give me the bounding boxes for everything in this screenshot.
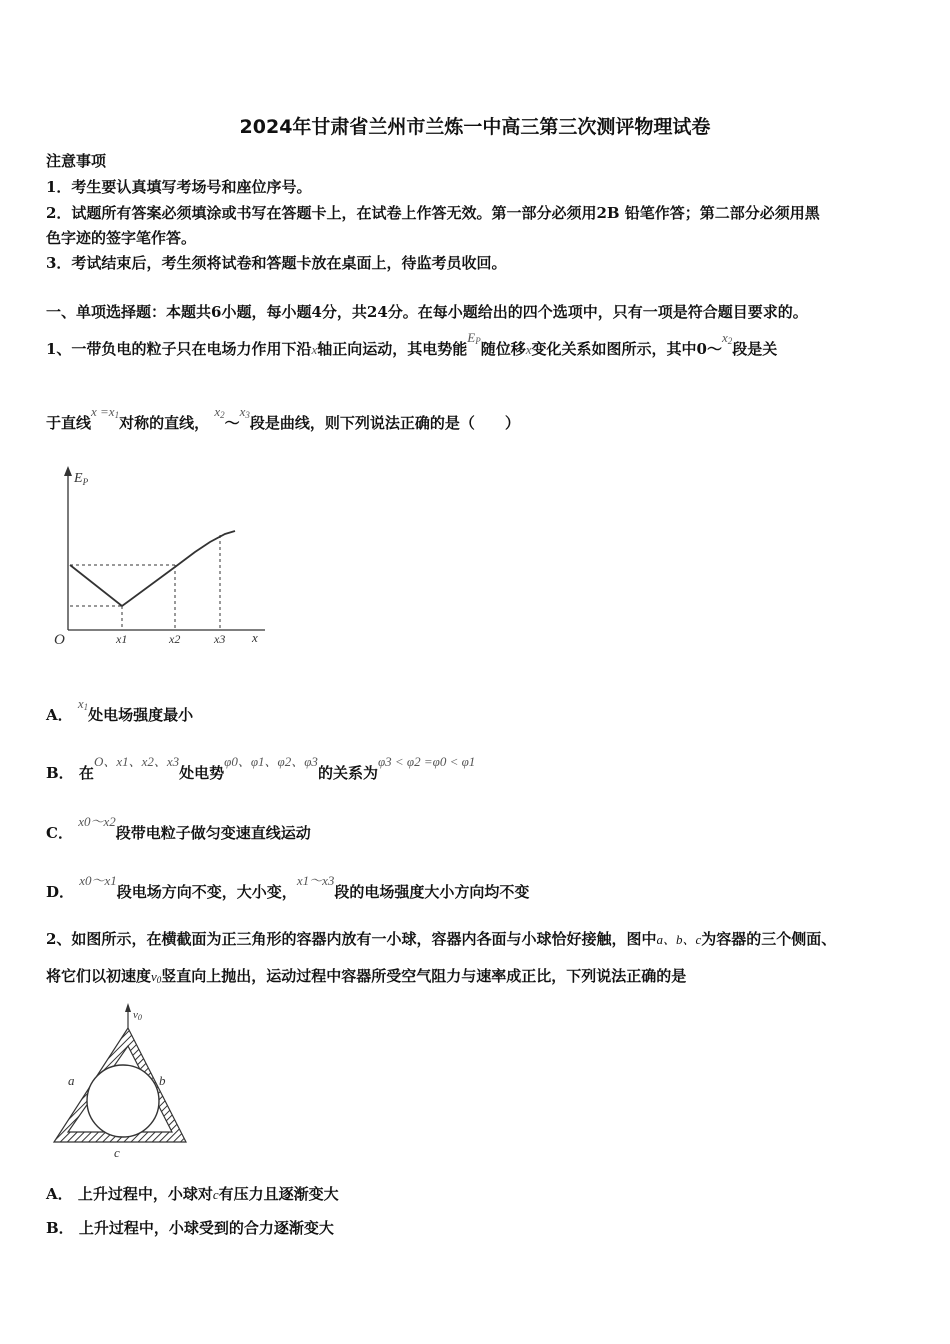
q2-text-c: 将它们以初速度 bbox=[46, 967, 152, 985]
q2-option-b bbox=[46, 1218, 334, 1238]
q1-option-b-in: 在 bbox=[78, 764, 94, 782]
q1-option-b-mid: 处电势 bbox=[179, 764, 225, 782]
notice-item-1: 1．考生要认真填写考场号和座位序号。 bbox=[46, 178, 312, 196]
label-side-b: b bbox=[159, 1073, 166, 1088]
graph-origin-label: O bbox=[54, 632, 65, 648]
q1-option-d bbox=[46, 873, 530, 903]
q2-text-b: 为容器的三个侧面、 bbox=[701, 930, 837, 948]
q1-option-a bbox=[46, 696, 194, 729]
notice-item-3: 3．考试结束后，考生须将试卷和答题卡放在桌面上，待监考员收回。 bbox=[46, 254, 507, 272]
q1-text-b: 轴正向运动，其电势能 bbox=[317, 340, 468, 358]
q1-option-a-x1: $x_1$ bbox=[77, 696, 89, 712]
graph-x-label: x bbox=[252, 630, 258, 645]
q1-eq-symbol: $x =x_1$ bbox=[91, 404, 120, 420]
label-side-c: c bbox=[114, 1145, 120, 1160]
q2-stem-line2 bbox=[46, 966, 686, 990]
q2-option-a-text2: 有压力且逐渐变大 bbox=[218, 1185, 339, 1203]
q1-x2-symbol: $x_2$ bbox=[721, 330, 733, 346]
graph-tick-x3: x3 bbox=[214, 632, 226, 646]
q1-text-g: 对称的直线， bbox=[119, 414, 210, 432]
q1-text-e: 段是关 bbox=[732, 340, 778, 358]
q1-text-a: 1、一带负电的粒子只在电场力作用下沿 bbox=[46, 340, 312, 358]
q1-ep-graph bbox=[50, 460, 280, 665]
q1-option-b-points: O、x1、x2、x3 bbox=[93, 754, 180, 769]
q2-option-b-label: B． bbox=[46, 1219, 74, 1237]
label-side-a: a bbox=[68, 1073, 75, 1088]
q1-option-a-text: 处电场强度最小 bbox=[88, 706, 194, 724]
q2-text-a: 2、如图所示，在横截面为正三角形的容器内放有一小球，容器内各面与小球恰好接触，图中 bbox=[46, 930, 657, 948]
q1-option-d-label: D． bbox=[46, 883, 75, 901]
graph-ep-curve bbox=[70, 531, 235, 606]
q2-option-a-label: A． bbox=[46, 1185, 73, 1203]
q2-v0-symbol: $v_0$ bbox=[151, 969, 162, 985]
notice-heading: 注意事项 bbox=[46, 152, 107, 170]
q1-x-var: x bbox=[311, 342, 318, 357]
q1-x2-symbol-2: $x_2$ bbox=[214, 404, 225, 420]
q2-option-a-text1: 上升过程中，小球对 bbox=[77, 1185, 213, 1203]
graph-y-arrow bbox=[64, 466, 72, 476]
q1-option-b-rel: 的关系为 bbox=[317, 764, 378, 782]
ball bbox=[87, 1065, 159, 1137]
q1-tilde: ～ bbox=[224, 414, 240, 432]
q1-text-c: 随位移 bbox=[480, 340, 526, 358]
q1-text-h: 段是曲线，则下列说法正确的是（ ） bbox=[249, 414, 520, 432]
q1-option-c-range: x0～x2 bbox=[78, 814, 116, 829]
graph-tick-x1: x1 bbox=[116, 632, 128, 646]
graph-tick-x2: x2 bbox=[169, 632, 181, 646]
section-heading: 一、单项选择题：本题共6小题，每小题4分，共24分。在每小题给出的四个选项中，只有一项是符合题目要求的。 bbox=[46, 303, 808, 321]
q1-option-c-label: C． bbox=[46, 824, 73, 842]
notice-item-2-cont: 色字迹的签字笔作答。 bbox=[46, 229, 197, 247]
q1-x-var-2: x bbox=[525, 342, 532, 357]
q2-option-a-c: c bbox=[212, 1187, 219, 1202]
q1-option-c bbox=[46, 814, 311, 844]
q1-option-b-phis: φ0、φ1、φ2、φ3 bbox=[224, 754, 318, 769]
q1-option-d-text1: 段电场方向不变，大小变， bbox=[116, 883, 297, 901]
q1-stem-line2 bbox=[46, 404, 520, 437]
q1-x3-symbol: $x_3$ bbox=[239, 404, 250, 420]
q2-option-b-text: 上升过程中，小球受到的合力逐渐变大 bbox=[78, 1219, 334, 1237]
q2-sides: a、b、c bbox=[656, 932, 702, 947]
q1-stem-line1 bbox=[46, 330, 778, 363]
q2-option-a bbox=[46, 1184, 339, 1205]
q2-text-d: 竖直向上抛出，运动过程中容器所受空气阻力与速率成正比，下列说法正确的是 bbox=[161, 967, 687, 985]
q2-triangle-figure bbox=[46, 1000, 216, 1162]
notice-item-2: 2．试题所有答案必须填涂或书写在答题卡上，在试卷上作答无效。第一部分必须用2B 铅笔作答；第二部分必须用黑 bbox=[46, 204, 820, 222]
q2-stem-line1 bbox=[46, 929, 836, 950]
label-v0: v0 bbox=[133, 1009, 142, 1022]
q1-option-a-label: A． bbox=[46, 706, 73, 724]
graph-y-label: $E_P$ bbox=[74, 471, 89, 487]
q1-option-d-text2: 段的电场强度大小方向均不变 bbox=[334, 883, 530, 901]
q1-option-c-text: 段带电粒子做匀变速直线运动 bbox=[115, 824, 311, 842]
q1-text-d: 变化关系如图所示，其中0～ bbox=[531, 340, 722, 358]
q1-option-d-range1: x0～x1 bbox=[79, 873, 117, 888]
q1-option-b-label: B． bbox=[46, 764, 74, 782]
q1-option-d-range2: x1～x3 bbox=[296, 873, 335, 888]
q1-text-f: 于直线 bbox=[46, 414, 92, 432]
page-title: 2024年甘肃省兰州市兰炼一中高三第三次测评物理试卷 bbox=[239, 116, 711, 138]
velocity-arrow-head bbox=[125, 1003, 131, 1012]
q1-option-b bbox=[46, 754, 476, 784]
q1-option-b-expr: φ3 < φ2 =φ0 < φ1 bbox=[377, 754, 476, 769]
q1-ep-symbol: $E_P$ bbox=[467, 330, 481, 346]
